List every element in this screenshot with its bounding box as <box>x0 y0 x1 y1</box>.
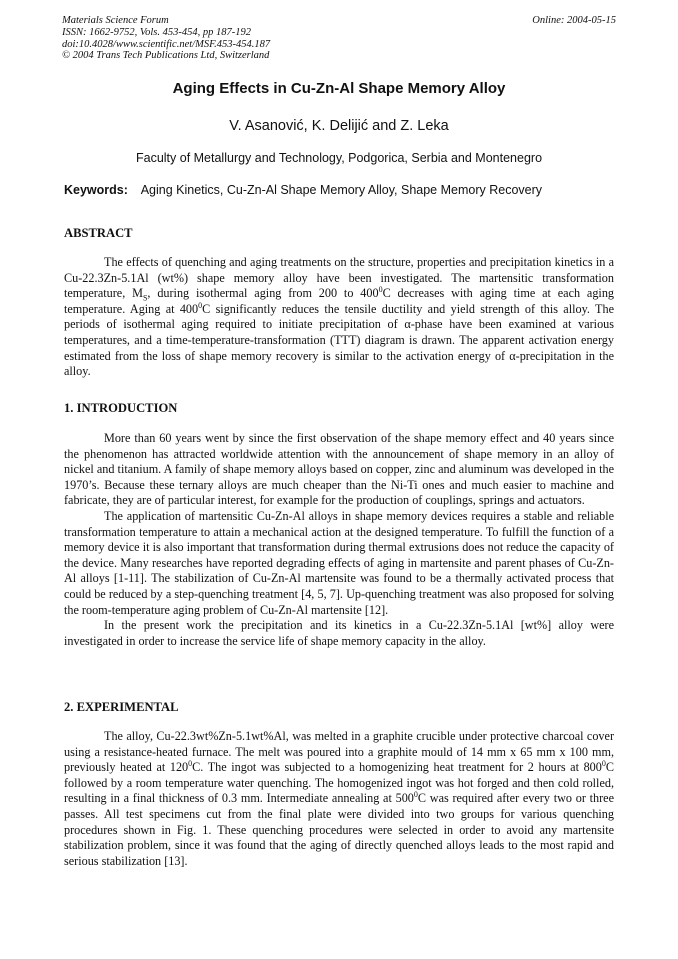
introduction-paragraph-3: In the present work the precipitation and its kinetics in a Cu-22.3Zn-5.1Al [wt%] alloy were investigated in order to increase the service life of shape memory capacity in the alloy. <box>64 618 614 648</box>
abstract-heading: ABSTRACT <box>64 226 133 240</box>
journal-name: Materials Science Forum <box>62 15 169 26</box>
keywords-line <box>64 183 624 197</box>
journal-header <box>62 15 616 62</box>
paper-title: Aging Effects in Cu-Zn-Al Shape Memory Alloy <box>172 80 506 97</box>
experimental-heading: 2. EXPERIMENTAL <box>64 700 179 714</box>
issn-line: ISSN: 1662-9752, Vols. 453-454, pp 187-192 <box>62 26 251 38</box>
doi-line: doi:10.4028/www.scientific.net/MSF.453-454.187 <box>62 38 271 50</box>
experimental-paragraph: The alloy, Cu-22.3wt%Zn-5.1wt%Al, was melted in a graphite crucible under protective charcoal cover using a resistance-heated furnace. The melt was poured into a graphite mould of 14 mm x 65 mm x 100 mm, previously heated at $120^0C$. The ingot was subjected to a homogenizing heat treatment for 2 hours at $800^0C$ followed by a room temperature water quenching. The homogenized ingot was hot forged and then cold rolled, resulting in a final thickness of 0.3 mm. Intermediate annealing at $500^0C$ was required after every two or three passes. All test specimens cut from the final plate were divided into two groups for various quenching procedures shown in Fig. 1. These quenching procedures were selected in order to avoid any martensite stabilization problem, since it was found that the aging of directly quenched alloys leads to the most rapid and serious stabilization [13]. <box>64 729 614 868</box>
keywords-text: Aging Kinetics, Cu-Zn-Al Shape Memory Alloy, Shape Memory Recovery <box>140 183 543 197</box>
keywords-label: Keywords: <box>64 183 128 197</box>
introduction-heading: 1. INTRODUCTION <box>64 401 178 415</box>
abstract-body <box>64 255 614 380</box>
abstract-paragraph: The effects of quenching and aging treatments on the structure, properties and precipitation kinetics in a Cu-22.3Zn-5.1Al (wt%) shape memory alloy have been investigated. The martensitic transformation temperature, $M_S$, during isothermal aging from 200 to $400^0C$ decreases with aging time at each aging temperature. Aging at $400^0C$ significantly reduces the tensile ductility and yield strength of this alloy. The periods of isothermal aging required to initiate precipitation of α-phase have been examined at various temperatures, and a time-temperature-transformation (TTT) diagram is drawn. The apparent activation energy estimated from the loss of shape memory recovery is similar to the activation energy of α-precipitation in the alloy. <box>64 255 615 379</box>
copyright-line: © 2004 Trans Tech Publications Ltd, Switzerland <box>62 50 270 62</box>
introduction-paragraph-2: The application of martensitic Cu-Zn-Al alloys in shape memory devices requires a stable and reliable transformation temperature to attain a mechanical action at the designed temperature. To fulfill the function of a memory device it is also important that transformation during thermal extrusions does not reduce the capacity of the device. Many researches have reported degrading effects of aging in martensite and parent phases of Cu-Zn-Al alloys [1-11]. The stabilization of Cu-Zn-Al martensite was found to be a thermally activated process that could be reduced by a step-quenching treatment [4, 5, 7]. Up-quenching treatment was also proposed for solving the room-temperature aging problem of Cu-Zn-Al martensite [12]. <box>64 508 614 617</box>
online-date: Online: 2004-05-15 <box>532 15 616 26</box>
experimental-body <box>64 729 614 869</box>
paper-affiliation: Faculty of Metallurgy and Technology, Podgorica, Serbia and Montenegro <box>135 151 543 165</box>
introduction-body <box>64 431 614 649</box>
introduction-paragraph-1: More than 60 years went by since the first observation of the shape memory effect and 40 years since the phenomenon has attracted worldwide attention with the announcement of shape memory in an alloy of nickel and titanium. A family of shape memory alloys based on copper, zinc and aluminum was developed in the 1970’s. Because these ternary alloys are much cheaper than the Ni-Ti ones and much easier to machine and fabricate, they are of particular interest, for example for the production of couplings, springs and actuators. <box>64 431 614 508</box>
paper-authors: V. Asanović, K. Delijić and Z. Leka <box>229 118 449 134</box>
